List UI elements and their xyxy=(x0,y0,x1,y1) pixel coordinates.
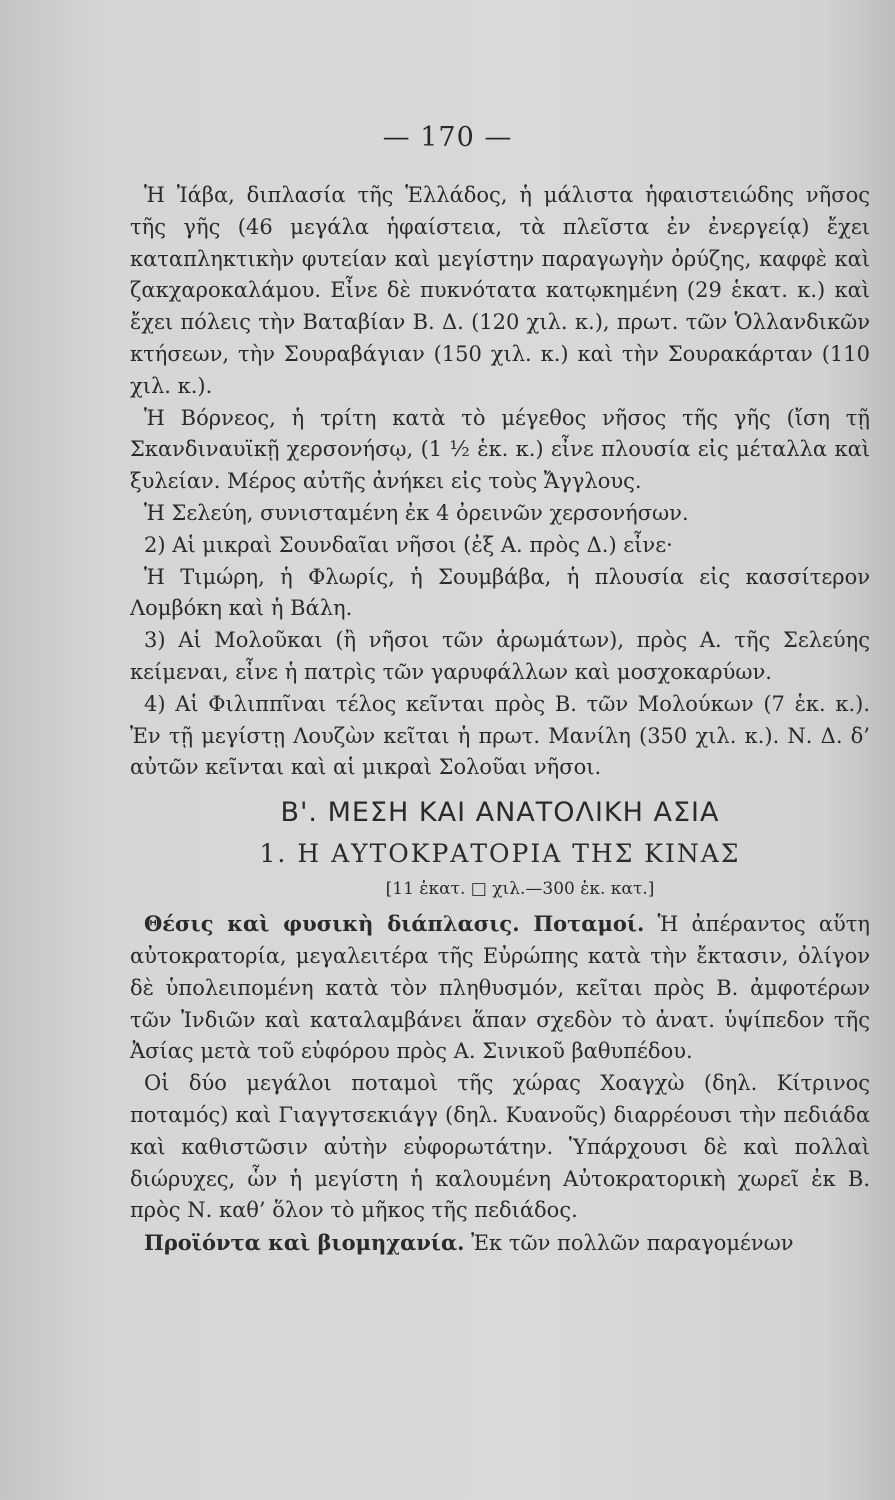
heading-products: Προϊόντα καὶ βιομηχανία. xyxy=(144,1230,465,1256)
paragraph-celebes: Ἡ Σελεύη, συνισταμένη ἐκ 4 ὀρεινῶν χερσονήσων. xyxy=(144,500,689,525)
paragraph-sunda: 2) Αἱ μικραὶ Σουνδαῖαι νῆσοι (ἐξ Α. πρὸς Δ.) εἶνε· xyxy=(144,532,673,557)
page-number: — 170 — xyxy=(382,122,513,153)
chapter-stats: [11 ἑκατ. □ χιλ.—300 ἑκ. κατ.] xyxy=(385,879,655,900)
section-title: Β'. ΜΕΣΗ ΚΑΙ ΑΝΑΤΟΛΙΚΗ ΑΣΙΑ xyxy=(280,797,720,829)
paragraph-position-text: Ἡ ἀπέραντος αὕτη αὐτοκρατορία, μεγαλειτέρα τῆς Εὐρώπης κατὰ τὴν ἔκτασιν, ὀλίγον δὲ ὑπολειπομένη κατὰ τὸν πληθυσμόν, κεῖται πρὸς Β. ἀμφοτέρων τῶν Ἰνδιῶν καὶ καταλαμβάνει ἅπαν σχεδὸν τὸ ἀνατ. ὑψίπεδον τῆς Ἀσίας μετὰ τοῦ εὐφόρου πρὸς Α. Σινικοῦ βαθυπέδου. xyxy=(130,912,870,1064)
paragraph-timor: Ἡ Τιμώρη, ἡ Φλωρίς, ἡ Σουμβάβα, ἡ πλουσία εἰς κασσίτερον Λομβόκη καὶ ἡ Βάλη. xyxy=(130,564,870,621)
paragraph-position xyxy=(130,908,870,1068)
paragraph-java: Ἡ Ἰάβα, διπλασία τῆς Ἑλλάδος, ἡ μάλιστα ἡφαιστειώδης νῆσος τῆς γῆς (46 μεγάλα ἡφαίστεια, τὰ πλεῖστα ἐν ἐνεργείᾳ) ἔχει καταπληκτικὴν φυτείαν καὶ μεγίστην παραγωγὴν ὀρύζης, καφφὲ καὶ ζακχαροκαλάμου. Εἶνε δὲ πυκνότατα κατῳκημένη (29 ἑκατ. κ.) καὶ ἔχει πόλεις τὴν Βαταβίαν Β. Δ. (120 χιλ. κ.), πρωτ. τῶν Ὁλλανδικῶν κτήσεων, τὴν Σουραβάγιαν (150 χιλ. κ.) καὶ τὴν Σουρακάρταν (110 χιλ. κ.). xyxy=(130,183,870,398)
paragraph-moluccas: 3) Αἱ Μολοῦκαι (ἢ νῆσοι τῶν ἀρωμάτων), πρὸς Α. τῆς Σελεύης κείμεναι, εἶνε ἡ πατρὶς τῶν γαρυφάλλων καὶ μοσχοκαρύων. xyxy=(130,628,870,684)
paragraph-products-text: Ἐκ τῶν πολλῶν παραγομένων xyxy=(471,1231,794,1256)
heading-position: Θέσις καὶ φυσικὴ διάπλασις. Ποταμοί. xyxy=(144,911,645,937)
paragraph-products xyxy=(130,1227,870,1260)
paragraph-philippines: 4) Αἱ Φιλιππῖναι τέλος κεῖνται πρὸς Β. τῶν Μολούκων (7 ἑκ. κ.). Ἐν τῇ μεγίστῃ Λουζὼν κεῖται ἡ πρωτ. Μανίλη (350 χιλ. κ.). Ν. Δ. δ’ αὐτῶν κεῖνται καὶ αἱ μικραὶ Σολοῦαι νῆσοι. xyxy=(130,691,870,780)
paragraph-borneo: Ἡ Βόρνεος, ἡ τρίτη κατὰ τὸ μέγεθος νῆσος τῆς γῆς (ἴση τῇ Σκανδιναυϊκῇ χερσονήσῳ, (1 ½ ἑκ. κ.) εἶνε πλουσία εἰς μέταλλα καὶ ξυλείαν. Μέρος αὐτῆς ἀνήκει εἰς τοὺς Ἄγγλους. xyxy=(130,405,870,494)
paragraph-rivers: Οἱ δύο μεγάλοι ποταμοὶ τῆς χώρας Χοαγχὼ (δηλ. Κίτρινος ποταμός) καὶ Γιαγγτσεκιάγγ (δηλ. Κυανοῦς) διαρρέουσι τὴν πεδιάδα καὶ καθιστῶσιν αὐτὴν εὐφορωτάτην. Ὑπάρχουσι δὲ καὶ πολλαὶ διώρυχες, ὧν ἡ μεγίστη ἡ καλουμένη Αὐτοκρατορικὴ χωρεῖ ἐκ Β. πρὸς Ν. καθ’ ὅλον τὸ μῆκος τῆς πεδιάδος. xyxy=(130,1071,870,1223)
page-body xyxy=(130,180,870,1260)
chapter-title: 1. Η ΑΥΤΟΚΡΑΤΟΡΙΑ ΤΗΣ ΚΙΝΑΣ xyxy=(259,839,741,869)
